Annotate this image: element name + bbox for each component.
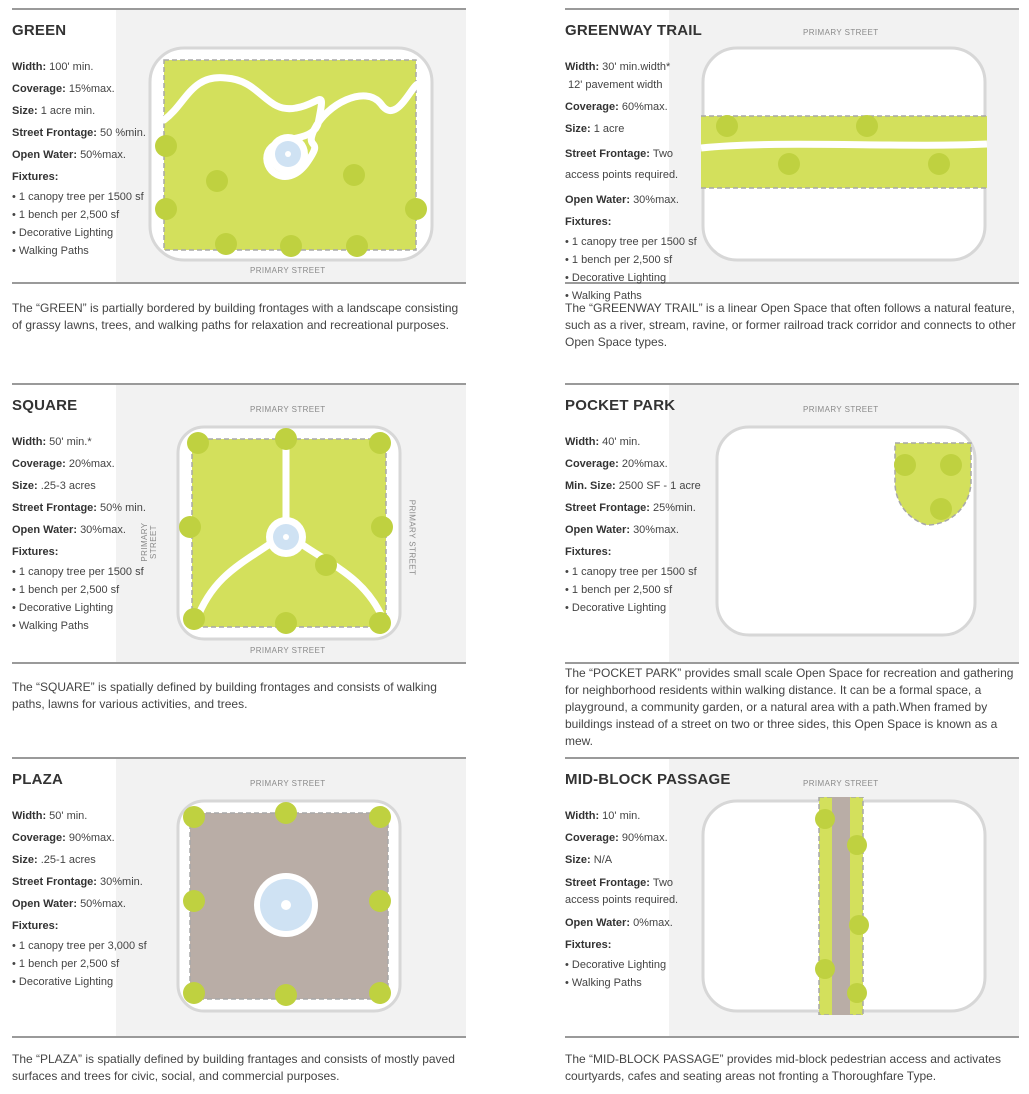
card-description: The “PLAZA” is spatially defined by building frantages and consists of mostly paved surfaces and trees for civic, social, and commercial purposes. bbox=[12, 1052, 455, 1083]
street-label-left: PRIMARY STREET bbox=[140, 522, 158, 562]
fixtures-list: • 1 canopy tree per 1500 sf • 1 bench per 2,500 sf • Decorative Lighting • Walking Paths bbox=[12, 566, 144, 632]
card-description: The “GREEN” is partially bordered by building frontages with a landscape consisting of grassy lawns, trees, and walking paths for relaxation and recreational purposes. bbox=[12, 301, 459, 332]
plaza-diagram bbox=[174, 797, 404, 1015]
spec-list: Width: 30' min.width* 12' pavement width Coverage: 60%max. Size: 1 acre Street Frontage: Two access points required. Open Water: 30%max. Fixtures: • 1 canopy tree per 1500 sf • 1 bench per 2,500 sf • Decorative Lighting • Walking Paths bbox=[565, 60, 680, 307]
fixtures-label: Fixtures: bbox=[12, 920, 59, 932]
mid-block-passage-diagram bbox=[699, 797, 989, 1015]
street-label-top: PRIMARY STREET bbox=[250, 405, 326, 414]
fixtures-list: • 1 canopy tree per 1500 sf • 1 bench per 2,500 sf • Decorative Lighting • Walking Paths bbox=[12, 191, 144, 257]
fixtures-label: Fixtures: bbox=[12, 546, 59, 558]
street-label-right: PRIMARY STREET bbox=[407, 499, 417, 576]
card-description: The “GREENWAY TRAIL” is a linear Open Space that often follows a natural feature, such as a river, stream, ravine, or former railroad track corridor and connects to other Open Space types. bbox=[565, 301, 1016, 349]
street-label-top: PRIMARY STREET bbox=[250, 779, 326, 788]
spec-list: Width: 100' min. Coverage: 15%max. Size: 1 acre min. Street Frontage: 50 %min. Open Water: 50%max. Fixtures: • 1 canopy tree per 1500 sf • 1 bench per 2,500 sf • Decorative Lighting • Walking Paths bbox=[12, 60, 172, 262]
card-title: PLAZA bbox=[12, 771, 63, 788]
spec-list: Width: 40' min. Coverage: 20%max. Min. Size: 2500 SF - 1 acre Street Frontage: 25%min. Open Water: 30%max. Fixtures: • 1 canopy tree per 1500 sf • 1 bench per 2,500 sf • Decorative Lighting bbox=[565, 435, 705, 619]
card-title: MID-BLOCK PASSAGE bbox=[565, 771, 731, 788]
spec-list: Width: 50' min. Coverage: 90%max. Size: .25-1 acres Street Frontage: 30%min. Open Water: 50%max. Fixtures: • 1 canopy tree per 3,000 sf • 1 bench per 2,500 sf • Decorative Lighting bbox=[12, 809, 152, 993]
card-title: SQUARE bbox=[12, 397, 78, 414]
street-label-bottom: PRIMARY STREET bbox=[250, 646, 326, 655]
fixtures-label: Fixtures: bbox=[565, 546, 612, 558]
street-label-top: PRIMARY STREET bbox=[803, 405, 879, 414]
square-diagram bbox=[174, 423, 404, 643]
spec-list: Width: 50' min.* Coverage: 20%max. Size: .25-3 acres Street Frontage: 50% min. Open Water: 30%max. Fixtures: • 1 canopy tree per 1500 sf • 1 bench per 2,500 sf • Decorative Lighting • Walking Paths bbox=[12, 435, 172, 637]
street-label-bottom: PRIMARY STREET bbox=[250, 266, 326, 275]
card-description: The “SQUARE” is spatially defined by building frontages and consists of walking paths, lawns for various activities, and trees. bbox=[12, 680, 437, 711]
spec-list: Width: 10' min. Coverage: 90%max. Size: N/A Street Frontage: Two access points required. Open Water: 0%max. Fixtures: • Decorative Lighting • Walking Paths bbox=[565, 810, 679, 989]
green-diagram bbox=[146, 44, 436, 264]
card-title: POCKET PARK bbox=[565, 397, 676, 414]
fixtures-label: Fixtures: bbox=[565, 939, 612, 951]
fixtures-list: • 1 canopy tree per 1500 sf • 1 bench per 2,500 sf • Decorative Lighting • Walking Paths bbox=[565, 236, 697, 302]
card-title: GREEN bbox=[12, 22, 67, 39]
fixtures-list: • 1 canopy tree per 3,000 sf • 1 bench per 2,500 sf • Decorative Lighting bbox=[12, 940, 147, 988]
greenway-trail-diagram bbox=[699, 44, 989, 264]
fixtures-list: • 1 canopy tree per 1500 sf • 1 bench per 2,500 sf • Decorative Lighting bbox=[565, 566, 697, 614]
street-label-top: PRIMARY STREET bbox=[803, 779, 879, 788]
card-description: The “MID-BLOCK PASSAGE” provides mid-block pedestrian access and activates courtyards, cafes and seating areas not fronting a Thoroughfare Type. bbox=[565, 1052, 1001, 1083]
card-title: GREENWAY TRAIL bbox=[565, 22, 702, 39]
street-label-top: PRIMARY STREET bbox=[803, 28, 879, 37]
fixtures-list: • Decorative Lighting • Walking Paths bbox=[565, 959, 667, 989]
pocket-park-diagram bbox=[713, 423, 979, 639]
card-description: The “POCKET PARK” provides small scale Open Space for recreation and gathering for neighborhood residents within walking distance. It can be a formal space, a playground, a community garden, or a natural area with a path.When framed by buildings instead of a street on two or three sides, this Open Space is known as a mew. bbox=[565, 666, 1014, 748]
fixtures-label: Fixtures: bbox=[12, 171, 59, 183]
fixtures-label: Fixtures: bbox=[565, 216, 612, 228]
